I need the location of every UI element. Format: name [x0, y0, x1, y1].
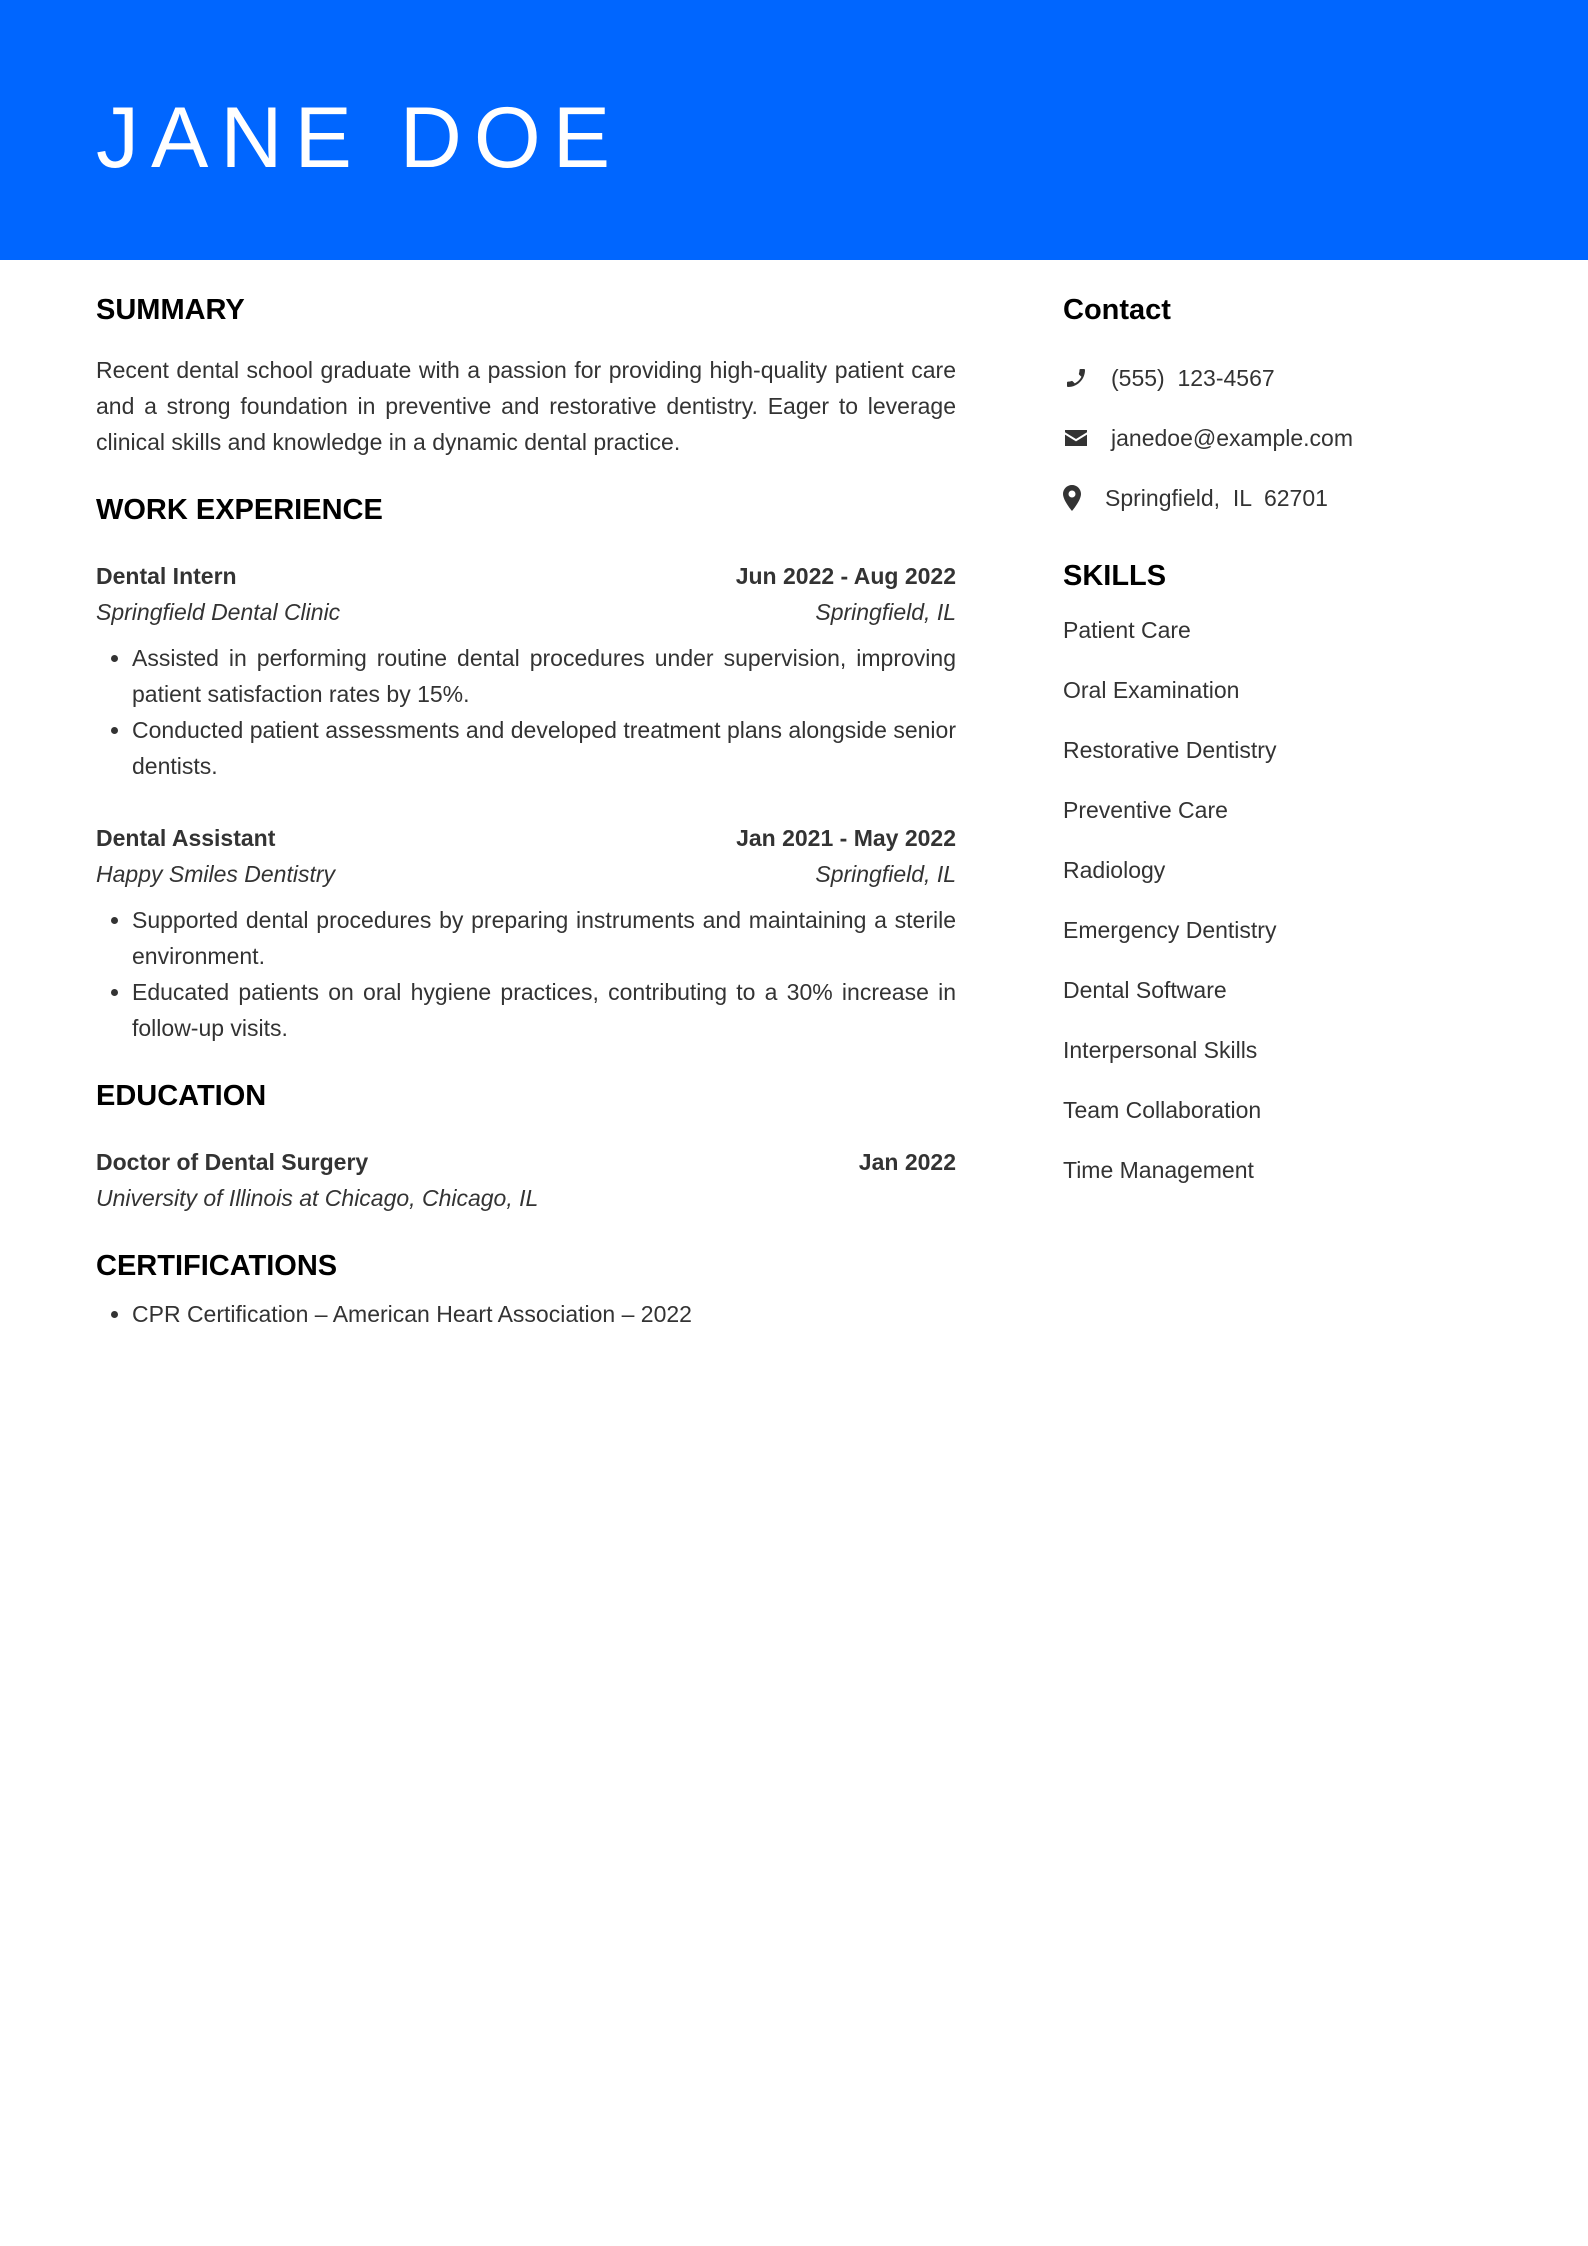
contact-location-text: Springfield, IL 62701 [1105, 484, 1328, 511]
job-bullets [96, 640, 956, 784]
job-entry [96, 820, 956, 1046]
job-dates: Jan 2021 - May 2022 [736, 825, 956, 851]
job-bullet: • Conducted patient assessments and developed treatment plans alongside senior dentists. [132, 712, 956, 784]
map-pin-icon [1063, 485, 1081, 511]
skill-item: Time Management [1063, 1157, 1254, 1183]
skill-item: Radiology [1063, 857, 1166, 883]
job-bullet: • Educated patients on oral hygiene practices, contributing to a 30% increase in follow-up visits. [132, 974, 956, 1046]
skill-item: Emergency Dentistry [1063, 917, 1277, 943]
certifications-heading: CERTIFICATIONS [96, 1250, 338, 1282]
sidebar-column [1063, 290, 1503, 1212]
header-banner [0, 0, 1588, 260]
main-column [96, 290, 956, 1332]
skill-item: Preventive Care [1063, 797, 1228, 823]
job-bullet: • Supported dental procedures by preparing instruments and maintaining a sterile environment. [132, 902, 956, 974]
experience-heading: WORK EXPERIENCE [96, 494, 383, 526]
skill-item: Interpersonal Skills [1063, 1037, 1258, 1063]
experience-section [96, 490, 956, 1046]
summary-section [96, 290, 956, 460]
job-employer: Happy Smiles Dentistry [96, 861, 336, 887]
education-section [96, 1076, 956, 1216]
contact-phone-text: (555) 123-4567 [1111, 364, 1275, 391]
job-bullets [96, 902, 956, 1046]
skill-list [1063, 612, 1503, 1188]
job-role: Dental Intern [96, 563, 237, 589]
job-location: Springfield, IL [815, 599, 956, 625]
skill-item: Team Collaboration [1063, 1097, 1262, 1123]
job-bullet: • Assisted in performing routine dental procedures under supervision, improving patient satisfaction rates by 15%. [132, 640, 956, 712]
skills-section [1063, 556, 1503, 1188]
job-employer: Springfield Dental Clinic [96, 599, 341, 625]
contact-section [1063, 290, 1503, 516]
envelope-icon [1063, 425, 1089, 451]
summary-text: Recent dental school graduate with a passion for providing high-quality patient care and a strong foundation in preventive and restorative dentistry. Eager to leverage clinical skills and knowledge in a dynamic dental practice. [96, 357, 956, 455]
education-date: Jan 2022 [858, 1149, 956, 1175]
skill-item: Oral Examination [1063, 677, 1240, 703]
certification-list [96, 1296, 956, 1332]
candidate-name: JANE DOE [96, 90, 623, 186]
job-entry [96, 558, 956, 784]
job-dates: Jun 2022 - Aug 2022 [735, 563, 956, 589]
education-degree: Doctor of Dental Surgery [96, 1149, 369, 1175]
job-role: Dental Assistant [96, 825, 276, 851]
education-heading: EDUCATION [96, 1080, 267, 1112]
skill-item: Dental Software [1063, 977, 1227, 1003]
contact-location [1063, 480, 1503, 516]
education-school: University of Illinois at Chicago, Chicago, IL [96, 1185, 539, 1211]
phone-icon [1063, 365, 1089, 391]
education-entry [96, 1144, 956, 1216]
contact-email [1063, 420, 1503, 456]
contact-email-text: janedoe@example.com [1111, 424, 1353, 451]
skill-item: Restorative Dentistry [1063, 737, 1277, 763]
contact-heading: Contact [1063, 294, 1171, 326]
job-location: Springfield, IL [815, 861, 956, 887]
contact-phone [1063, 360, 1503, 396]
certifications-section [96, 1246, 956, 1332]
skills-heading: SKILLS [1063, 560, 1167, 592]
certification-item: • CPR Certification – American Heart Association – 2022 [132, 1296, 956, 1332]
summary-heading: SUMMARY [96, 294, 245, 326]
skill-item: Patient Care [1063, 617, 1191, 643]
